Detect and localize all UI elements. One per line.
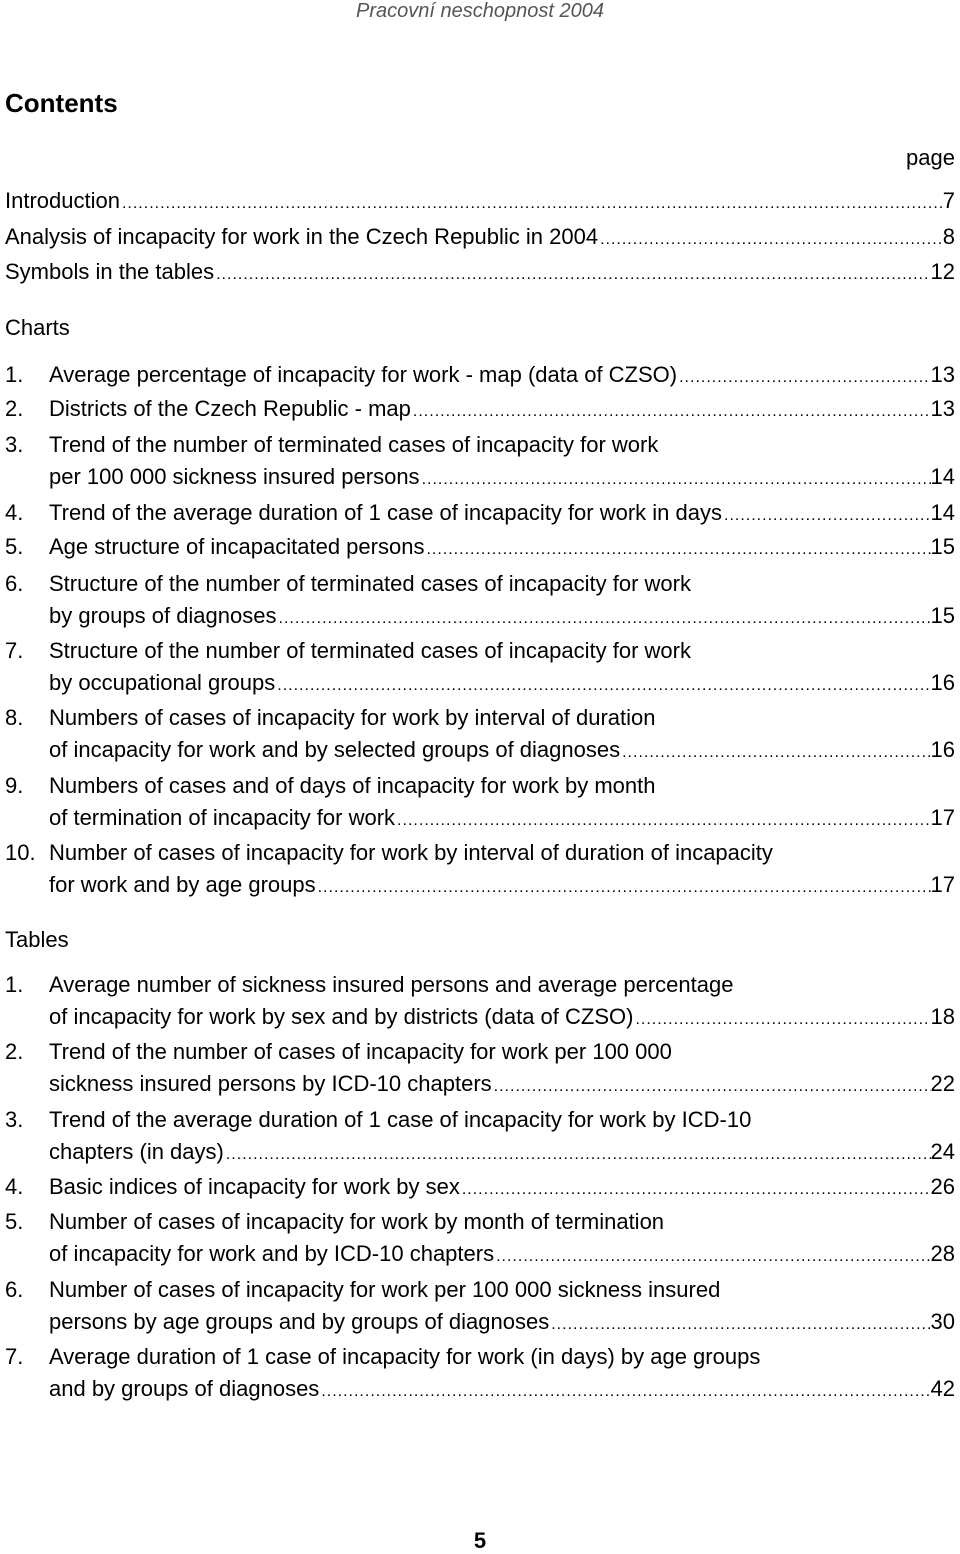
toc-entry-chart[interactable] <box>5 429 955 461</box>
entry-page-number: 12 <box>931 256 955 288</box>
toc-entry-table[interactable] <box>5 1171 955 1203</box>
entry-number: 4. <box>5 1174 24 1199</box>
section-title-tables: Tables <box>5 927 69 952</box>
dot-leader <box>620 737 930 766</box>
entry-number: 6. <box>5 1277 24 1302</box>
entry-title: Trend of the average duration of 1 case of incapacity for work by ICD-10 <box>49 1107 752 1132</box>
entry-page-number: 13 <box>931 393 955 425</box>
entry-page-number: 7 <box>943 185 955 217</box>
entry-number: 3. <box>5 432 24 457</box>
entry-title: Analysis of incapacity for work in the Czech Republic in 2004 <box>5 224 599 249</box>
entry-title: Trend of the average duration of 1 case of incapacity for work in days <box>49 500 722 525</box>
entry-title: for work and by age groups <box>49 872 316 897</box>
toc-entry-chart[interactable] <box>5 635 955 667</box>
entry-title: per 100 000 sickness insured persons <box>49 464 420 489</box>
entry-title: Trend of the number of cases of incapacity for work per 100 000 <box>49 1039 672 1064</box>
entry-title: and by groups of diagnoses <box>49 1376 320 1401</box>
section-title-charts: Charts <box>5 315 70 340</box>
toc-entry-chart[interactable] <box>5 734 955 766</box>
entry-title: Symbols in the tables <box>5 259 215 284</box>
dot-leader <box>492 1071 931 1100</box>
toc-entry-intro[interactable] <box>5 221 955 253</box>
toc-entry-chart[interactable] <box>5 837 955 869</box>
dot-leader <box>494 1241 930 1270</box>
toc-entry-chart[interactable] <box>5 461 955 493</box>
toc-entry-table[interactable] <box>5 1206 955 1238</box>
entry-title: Structure of the number of terminated cases of incapacity for work <box>49 638 691 663</box>
toc-entry-chart[interactable] <box>5 497 955 529</box>
dot-leader <box>424 534 930 563</box>
toc-entry-table[interactable] <box>5 1274 955 1306</box>
toc-entry-chart[interactable] <box>5 531 955 563</box>
toc-entry-intro[interactable] <box>5 256 955 288</box>
entry-page-number: 22 <box>931 1068 955 1100</box>
entry-title: sickness insured persons by ICD-10 chapters <box>49 1071 492 1096</box>
entry-number: 4. <box>5 500 24 525</box>
toc-entry-chart[interactable] <box>5 770 955 802</box>
entry-title: Number of cases of incapacity for work by month of termination <box>49 1209 665 1234</box>
toc-entry-chart[interactable] <box>5 869 955 901</box>
entry-number: 1. <box>5 362 24 387</box>
toc-entry-chart[interactable] <box>5 600 955 632</box>
entry-title: Average duration of 1 case of incapacity for work (in days) by age groups <box>49 1344 761 1369</box>
dot-leader <box>722 500 931 529</box>
entry-number: 3. <box>5 1107 24 1132</box>
toc-entry-table[interactable] <box>5 1238 955 1270</box>
toc-entry-intro[interactable] <box>5 185 955 217</box>
entry-page-number: 18 <box>931 1001 955 1033</box>
entry-title: Numbers of cases and of days of incapacity for work by month <box>49 773 656 798</box>
toc-entry-table[interactable] <box>5 1341 955 1373</box>
toc-entry-table[interactable] <box>5 1104 955 1136</box>
entry-title: Numbers of cases of incapacity for work by interval of duration <box>49 705 656 730</box>
dot-leader <box>275 670 930 699</box>
toc-entry-table[interactable] <box>5 1001 955 1033</box>
toc-entry-table[interactable] <box>5 1036 955 1068</box>
dot-leader <box>460 1174 931 1203</box>
dot-leader <box>319 1376 930 1405</box>
entry-page-number: 26 <box>931 1171 955 1203</box>
entry-title: persons by age groups and by groups of diagnoses <box>49 1309 550 1334</box>
running-header: Pracovní neschopnost 2004 <box>356 0 604 22</box>
entry-title: Average percentage of incapacity for work - map (data of CZSO) <box>49 362 678 387</box>
entry-page-number: 15 <box>931 600 955 632</box>
entry-page-number: 14 <box>931 461 955 493</box>
entry-page-number: 14 <box>931 497 955 529</box>
entry-number: 5. <box>5 1209 24 1234</box>
entry-page-number: 30 <box>931 1306 955 1338</box>
page-title: Contents <box>5 88 118 118</box>
dot-leader <box>316 872 931 901</box>
entry-title: of incapacity for work and by ICD-10 chapters <box>49 1241 495 1266</box>
toc-entry-table[interactable] <box>5 1068 955 1100</box>
dot-leader <box>598 224 943 253</box>
entry-title: Basic indices of incapacity for work by sex <box>49 1174 460 1199</box>
entry-page-number: 17 <box>931 802 955 834</box>
dot-leader <box>411 396 931 425</box>
toc-entry-table[interactable] <box>5 969 955 1001</box>
entry-page-number: 28 <box>931 1238 955 1270</box>
entry-page-number: 15 <box>931 531 955 563</box>
entry-title: Number of cases of incapacity for work by interval of duration of incapacity <box>49 840 773 865</box>
dot-leader <box>549 1309 930 1338</box>
dot-leader <box>420 464 931 493</box>
toc-entry-chart[interactable] <box>5 393 955 425</box>
entry-title: of incapacity for work and by selected groups of diagnoses <box>49 737 621 762</box>
dot-leader <box>224 1139 931 1168</box>
entry-title: Structure of the number of terminated cases of incapacity for work <box>49 571 691 596</box>
dot-leader <box>633 1004 930 1033</box>
dot-leader <box>277 603 931 632</box>
entry-number: 2. <box>5 396 24 421</box>
entry-number: 5. <box>5 534 24 559</box>
entry-number: 10. <box>5 840 36 865</box>
page-column-label: page <box>906 145 955 170</box>
entry-number: 8. <box>5 705 24 730</box>
entry-page-number: 13 <box>931 359 955 391</box>
toc-entry-table[interactable] <box>5 1373 955 1405</box>
entry-number: 9. <box>5 773 24 798</box>
toc-entry-chart[interactable] <box>5 802 955 834</box>
entry-number: 7. <box>5 1344 24 1369</box>
entry-page-number: 42 <box>931 1373 955 1405</box>
entry-number: 6. <box>5 571 24 596</box>
entry-title: by occupational groups <box>49 670 276 695</box>
dot-leader <box>395 805 930 834</box>
entry-title: Average number of sickness insured persons and average percentage <box>49 972 734 997</box>
toc-entry-chart[interactable] <box>5 359 955 391</box>
entry-number: 1. <box>5 972 24 997</box>
entry-page-number: 16 <box>931 667 955 699</box>
toc-entry-table[interactable] <box>5 1306 955 1338</box>
toc-entry-table[interactable] <box>5 1136 955 1168</box>
entry-page-number: 16 <box>931 734 955 766</box>
toc-entry-chart[interactable] <box>5 568 955 600</box>
entry-title: Number of cases of incapacity for work per 100 000 sickness insured <box>49 1277 721 1302</box>
entry-page-number: 17 <box>931 869 955 901</box>
entry-title: Introduction <box>5 188 120 213</box>
entry-title: of termination of incapacity for work <box>49 805 396 830</box>
dot-leader <box>120 188 943 217</box>
entry-number: 2. <box>5 1039 24 1064</box>
entry-title: chapters (in days) <box>49 1139 224 1164</box>
entry-title: by groups of diagnoses <box>49 603 277 628</box>
entry-number: 7. <box>5 638 24 663</box>
dot-leader <box>677 362 930 391</box>
entry-page-number: 8 <box>943 221 955 253</box>
dot-leader <box>214 259 930 288</box>
entry-title: Districts of the Czech Republic - map <box>49 396 411 421</box>
entry-title: Age structure of incapacitated persons <box>49 534 425 559</box>
entry-title: Trend of the number of terminated cases of incapacity for work <box>49 432 659 457</box>
entry-title: of incapacity for work by sex and by districts (data of CZSO) <box>49 1004 634 1029</box>
toc-entry-chart[interactable] <box>5 702 955 734</box>
entry-page-number: 24 <box>931 1136 955 1168</box>
page-number: 5 <box>473 1528 487 1553</box>
toc-entry-chart[interactable] <box>5 667 955 699</box>
